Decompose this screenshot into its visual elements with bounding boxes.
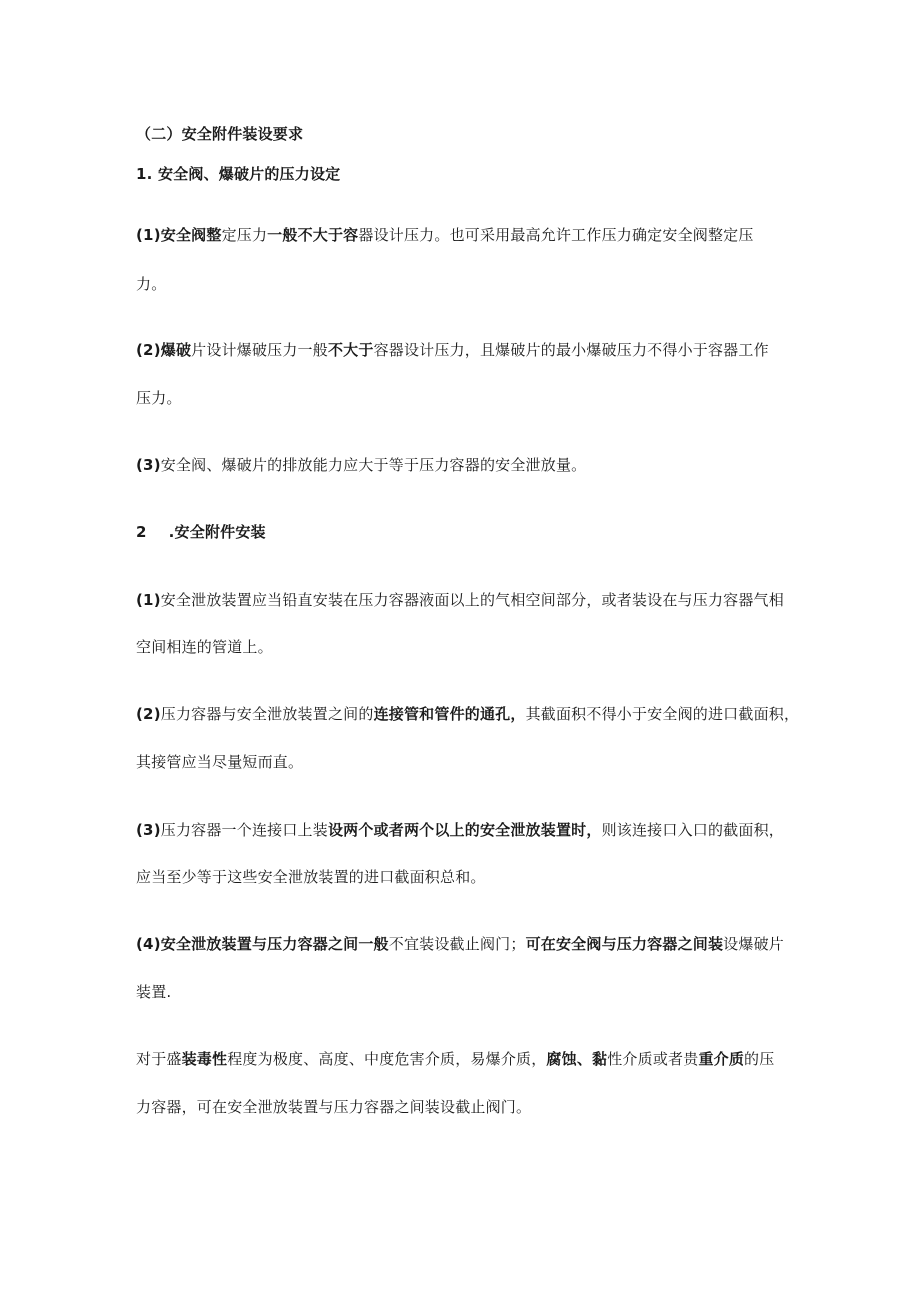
note-paragraph	[136, 1049, 774, 1069]
paragraph-1	[136, 225, 754, 245]
text-segment: 可在安全阀与压力容器之间装	[525, 935, 724, 953]
paragraph-2-continuation: 压力。	[136, 389, 182, 407]
install-item-1-continuation: 空间相连的管道上。	[136, 638, 273, 656]
text-segment: 压力容器一个连接口上装	[160, 821, 328, 839]
install-item-4-continuation: 装置.	[136, 983, 172, 1001]
text-segment: 一般不大于容	[267, 226, 359, 244]
text-segment: 装毒性	[181, 1050, 228, 1068]
text-segment: 腐蚀、黏	[546, 1050, 608, 1068]
section-title: （二）安全附件装设要求	[136, 125, 304, 143]
text-segment: 设两个或者两个以上的安全泄放装置时，	[327, 821, 602, 839]
heading-2-text: .安全附件安装	[168, 523, 266, 541]
text-segment: 重介质	[698, 1050, 745, 1068]
heading-2	[136, 522, 266, 542]
text-segment: 容器设计压力，且爆破片的最小爆破压力不得小于容器工作	[373, 341, 769, 359]
text-segment: 片设计爆破压力一般	[191, 341, 328, 359]
text-segment: 定压力	[221, 226, 268, 244]
text-segment: 安全阀、爆破片的排放能力应大于等于压力容器的安全泄放量。	[160, 456, 587, 474]
text-segment: (1)安全阀整	[136, 226, 222, 244]
install-item-1	[136, 590, 784, 610]
text-segment: 的压	[744, 1050, 775, 1068]
heading-1: 1. 安全阀、爆破片的压力设定	[136, 165, 341, 183]
install-item-4	[136, 934, 784, 954]
text-segment: (2)爆破	[136, 341, 192, 359]
text-segment: 设爆破片	[723, 935, 784, 953]
text-segment: (4)安全泄放装置与压力容器之间一般	[136, 935, 389, 953]
text-segment: (3)	[136, 456, 161, 474]
text-segment: (2)	[136, 705, 161, 723]
paragraph-3	[136, 455, 586, 475]
text-segment: 连接管和管件的通孔，	[373, 705, 526, 723]
text-segment: 则该连接口入口的截面积，	[601, 821, 784, 839]
paragraph-1-continuation: 力。	[136, 275, 167, 293]
text-segment: 性介质或者贵	[607, 1050, 699, 1068]
install-item-3	[136, 820, 784, 840]
text-segment: 对于盛	[136, 1050, 182, 1068]
install-item-2-continuation: 其接管应当尽量短而直。	[136, 753, 304, 771]
text-segment: 不大于	[327, 341, 374, 359]
text-segment: (3)	[136, 821, 161, 839]
heading-2-number: 2	[136, 523, 147, 541]
text-segment: 其截面积不得小于安全阀的进口截面积，	[525, 705, 800, 723]
text-segment: 压力容器与安全泄放装置之间的	[160, 705, 374, 723]
note-paragraph-continuation: 力容器，可在安全泄放装置与压力容器之间装设截止阀门。	[136, 1098, 532, 1116]
text-segment: 不宜装设截止阀门；	[388, 935, 526, 953]
text-segment: 安全泄放装置应当铅直安装在压力容器液面以上的气相空间部分，或者装设在与压力容器气相	[160, 591, 784, 609]
paragraph-2	[136, 340, 769, 360]
text-segment: (1)	[136, 591, 161, 609]
text-segment: 程度为极度、高度、中度危害介质，易爆介质，	[227, 1050, 547, 1068]
install-item-3-continuation: 应当至少等于这些安全泄放装置的进口截面积总和。	[136, 868, 486, 886]
text-segment: 器设计压力。也可采用最高允许工作压力确定安全阀整定压	[358, 226, 754, 244]
install-item-2	[136, 704, 799, 724]
